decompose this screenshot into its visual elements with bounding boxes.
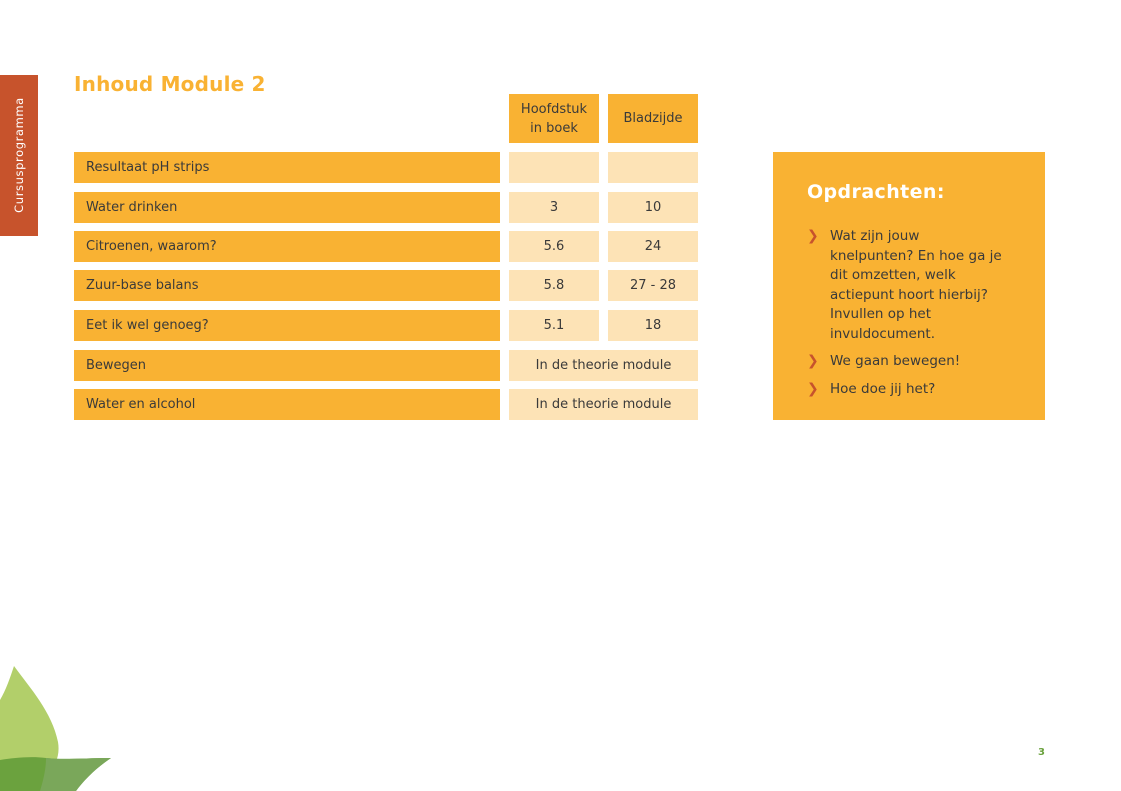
chapter-cell: 5.1 bbox=[509, 310, 599, 341]
chapter-cell: 5.8 bbox=[509, 270, 599, 301]
chevron-right-icon: ❯ bbox=[807, 228, 819, 244]
header-chapter: Hoofdstuk in boek bbox=[509, 94, 599, 143]
row-label: Bewegen bbox=[74, 350, 500, 381]
assignments-title: Opdrachten: bbox=[807, 181, 945, 203]
row-label: Citroenen, waarom? bbox=[74, 231, 500, 262]
chevron-right-icon: ❯ bbox=[807, 380, 819, 397]
assignment-text: Wat zijn jouw knelpunten? En hoe ga je dit omzetten, welk actiepunt hoort hierbij? Invullen op het invuldocument. bbox=[830, 228, 1002, 342]
page-number: 3 bbox=[1038, 747, 1045, 758]
page-cell: 24 bbox=[608, 231, 698, 262]
leaf-decoration bbox=[0, 660, 115, 791]
span-cell: In de theorie module bbox=[509, 350, 698, 381]
row-label: Resultaat pH strips bbox=[74, 152, 500, 183]
chapter-cell bbox=[509, 152, 599, 183]
list-item bbox=[807, 227, 1007, 344]
header-page: Bladzijde bbox=[608, 94, 698, 143]
side-tab-label: Cursusprogramma bbox=[12, 97, 26, 213]
span-cell: In de theorie module bbox=[509, 389, 698, 420]
row-label: Water en alcohol bbox=[74, 389, 500, 420]
assignments-box bbox=[773, 152, 1045, 420]
list-item bbox=[807, 352, 1007, 372]
chevron-right-icon: ❯ bbox=[807, 353, 819, 369]
row-label: Zuur-base balans bbox=[74, 270, 500, 301]
page-cell: 18 bbox=[608, 310, 698, 341]
list-item bbox=[807, 380, 1007, 400]
page-cell: 27 - 28 bbox=[608, 270, 698, 301]
row-label: Eet ik wel genoeg? bbox=[74, 310, 500, 341]
page-cell bbox=[608, 152, 698, 183]
assignment-text: We gaan bewegen! bbox=[830, 353, 961, 369]
assignment-text: Hoe doe jij het? bbox=[830, 380, 936, 397]
side-tab bbox=[0, 75, 38, 236]
assignments-list bbox=[807, 227, 1007, 407]
row-label: Water drinken bbox=[74, 192, 500, 223]
chapter-cell: 5.6 bbox=[509, 231, 599, 262]
chapter-cell: 3 bbox=[509, 192, 599, 223]
page-cell: 10 bbox=[608, 192, 698, 223]
page-title: Inhoud Module 2 bbox=[74, 72, 266, 96]
